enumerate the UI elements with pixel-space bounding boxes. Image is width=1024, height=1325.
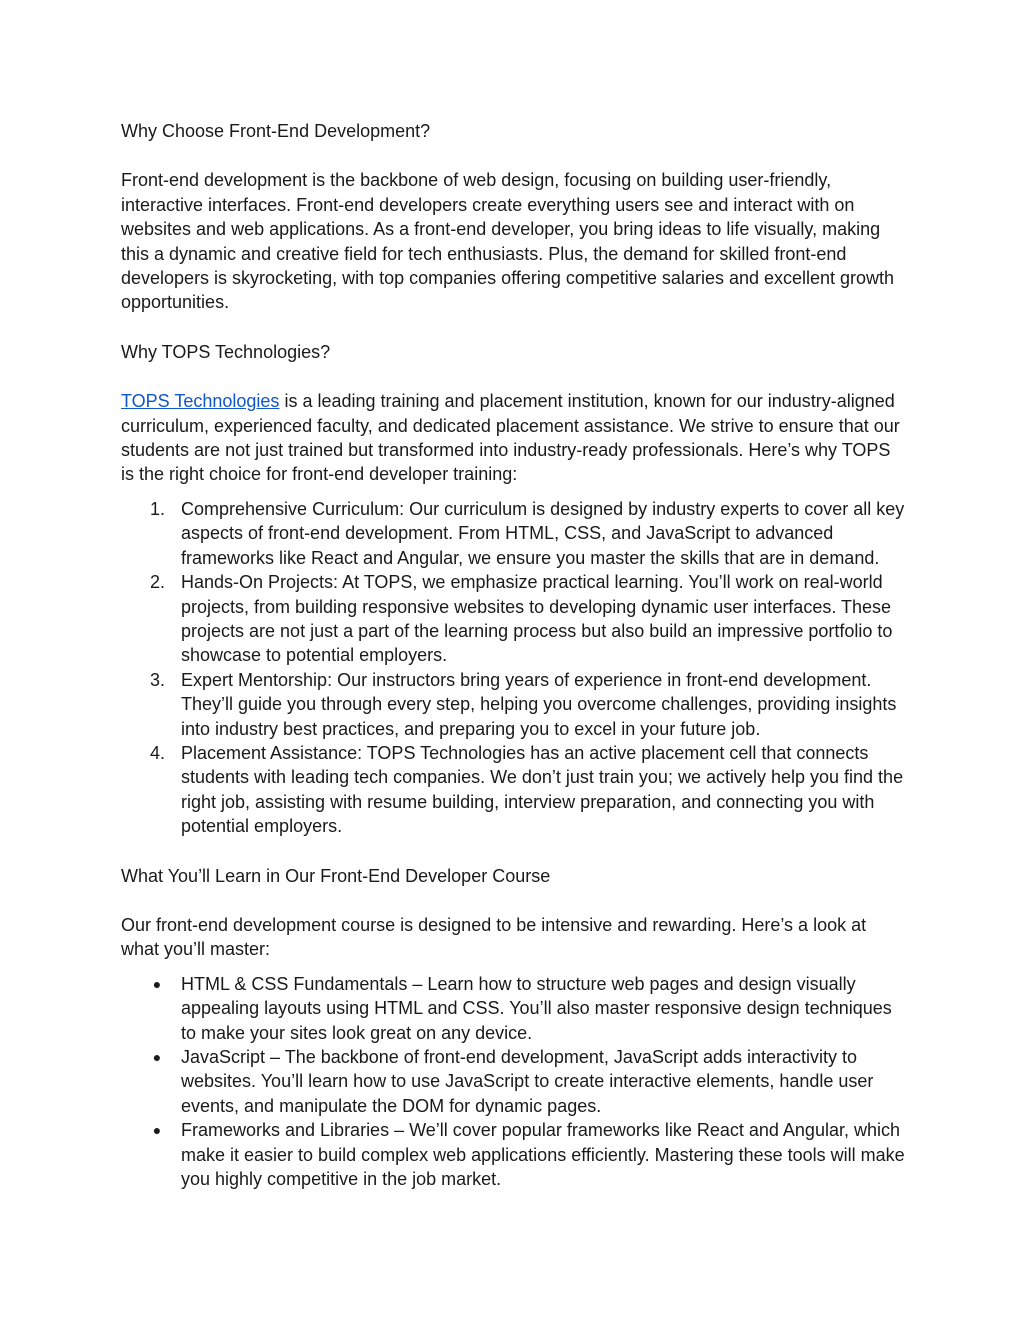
list-number: 1. — [149, 498, 165, 519]
list-item-topic — [121, 1118, 907, 1191]
list-item-topic — [121, 972, 907, 1045]
bullet-icon: ● — [152, 1049, 162, 1065]
list-number: 4. — [149, 742, 165, 763]
list-item-text: Comprehensive Curriculum: Our curriculum is designed by industry experts to cover all key aspects of front-end development. From HTML, CSS, and JavaScript to advanced frameworks like React and Angular, we ensure you master the skills that are in demand. — [181, 498, 905, 568]
list-item-reason — [121, 570, 907, 668]
list-item-text: HTML & CSS Fundamentals – Learn how to structure web pages and design visually appealing layouts using HTML and CSS. You’ll also master responsive design techniques to make your sites look great on any device. — [181, 973, 892, 1043]
topics-list — [121, 972, 907, 1192]
bullet-icon: ● — [152, 975, 162, 992]
list-item-text: Placement Assistance: TOPS Technologies has an active placement cell that connects students with leading tech companies. We don’t just train you; we actively help you find the right job, assisting with resume building, interview preparation, and connecting you with potential employers. — [181, 742, 904, 837]
tops-technologies-link[interactable]: TOPS Technologies — [121, 391, 280, 412]
list-number: 3. — [149, 669, 165, 690]
paragraph-what-learn: Our front-end development course is designed to be intensive and rewarding. Here’s a look at what you’ll master: — [121, 914, 867, 960]
list-item-reason — [121, 741, 907, 839]
heading-what-learn: What You’ll Learn in Our Front-End Developer Course — [121, 865, 551, 886]
list-item-text: Frameworks and Libraries – We’ll cover popular frameworks like React and Angular, which make it easier to build complex web applications efficiently. Mastering these tools will make you highly competitive in the job market. — [181, 1120, 905, 1190]
paragraph-why-tops — [121, 389, 907, 487]
list-item-text: JavaScript – The backbone of front-end development, JavaScript adds interactivity to websites. You’ll learn how to use JavaScript to create interactive elements, handle user events, and manipulate the DOM for dynamic pages. — [181, 1047, 874, 1116]
list-item-reason — [121, 497, 907, 570]
document-page — [121, 119, 907, 1216]
list-item-topic — [121, 1045, 907, 1118]
reasons-list — [121, 497, 907, 839]
heading-why-frontend: Why Choose Front-End Development? — [121, 121, 431, 141]
paragraph-why-frontend: Front-end development is the backbone of web design, focusing on building user-friendly, interactive interfaces. Front-end developers create everything users see and interact with on websites and web applications. As a front-end developer, you bring ideas to life visually, making this a dynamic and creative field for tech enthusiasts. Plus, the demand for skilled front-end developers is skyrocketing, with top companies offering competitive salaries and excellent growth opportunities. — [121, 170, 895, 313]
list-item-reason — [121, 668, 907, 741]
list-number: 2. — [149, 572, 165, 593]
heading-why-tops: Why TOPS Technologies? — [121, 341, 331, 362]
list-item-text: Hands-On Projects: At TOPS, we emphasize practical learning. You’ll work on real-world projects, from building responsive websites to developing dynamic user interfaces. These projects are not just a part of the learning process but also build an impressive portfolio to showcase to potential employers. — [181, 572, 893, 666]
paragraph-why-tops-text: is a leading training and placement institution, known for our industry-aligned curriculum, experienced faculty, and dedicated placement assistance. We strive to ensure that our students are not just trained but transformed into industry-ready professionals. Here’s why TOPS is the right choice for front-end developer training: — [121, 391, 900, 485]
bullet-icon: ● — [152, 1122, 162, 1139]
list-item-text: Expert Mentorship: Our instructors bring years of experience in front-end development. They’ll guide you through every step, helping you overcome challenges, providing insights into industry best practices, and preparing you to excel in your future job. — [181, 669, 897, 739]
